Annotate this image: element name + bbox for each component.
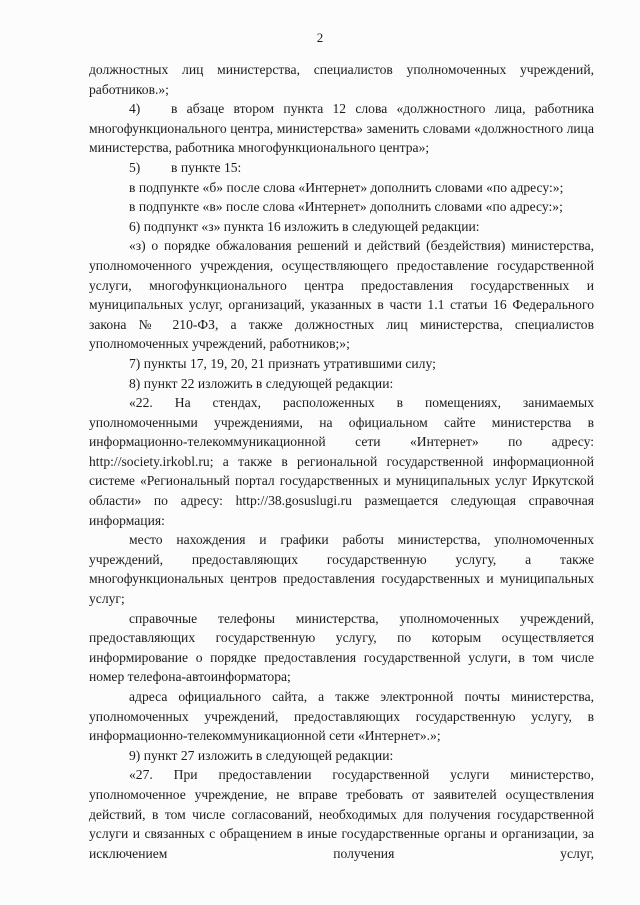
paragraph-location-info: место нахождения и графики работы министерства, уполномоченных учреждений, предоставляющих государственную услугу, а также многофункциональных центров предоставления государственных и муниципальных услуг; <box>89 532 594 607</box>
paragraph-text: в абзаце втором пункта 12 слова «должностного лица, работника многофункционального центра, министерства» заменить словами «должностного лица министерства, работника многофункционального центра»; <box>89 101 594 156</box>
paragraph-text: в пункте 15: <box>171 159 242 175</box>
item-number: 5) <box>129 159 141 175</box>
page-number: 2 <box>316 30 324 45</box>
paragraph-item-7: 7) пункты 17, 19, 20, 21 признать утратившими силу; <box>129 355 436 371</box>
paragraph-phones-info: справочные телефоны министерства, уполномоченных учреждений, предоставляющих государственную услугу, по которым осуществляется информирование о порядке предоставления государственной услуги, в том числе номер телефона-автоинформатора; <box>89 610 594 685</box>
paragraph-item-5 <box>89 158 594 178</box>
paragraph-website-info: адреса официального сайта, а также электронной почты министерства, уполномоченных учреждений, предоставляющих государственную услугу, в информационно-телекоммуникационной сети «Интернет».»; <box>89 689 594 744</box>
paragraph-continuation: должностных лиц министерства, специалистов уполномоченных учреждений, работников.»; <box>89 62 594 97</box>
paragraph-subitem-v: в подпункте «в» после слова «Интернет» дополнить словами «по адресу:»; <box>129 199 563 215</box>
paragraph-item-4 <box>89 99 594 158</box>
paragraph-item-6: 6) подпункт «з» пункта 16 изложить в следующей редакции: <box>129 218 480 234</box>
paragraph-item-9: 9) пункт 27 изложить в следующей редакции: <box>129 747 394 763</box>
item-number: 4) <box>129 101 141 117</box>
document-body <box>89 60 594 863</box>
paragraph-item-8: 8) пункт 22 изложить в следующей редакции: <box>129 375 394 391</box>
paragraph-point-27: «27. При предоставлении государственной услуги министерство, уполномоченное учреждение, не вправе требовать от заявителей осуществления действий, в том числе согласований, необходимых для получения государственной услуги и связанных с обращением в иные государственные органы и организации, за исключением получения услуг, <box>89 767 594 861</box>
paragraph-subitem-z-text: «з) о порядке обжалования решений и действий (бездействия) министерства, уполномоченного учреждения, осуществляющего предоставление государственной услуги, многофункционального центра предоставления государственных и муниципальных услуг, организаций, указанных в части 1.1 статьи 16 Федерального закона № 210-ФЗ, а также должностных лиц министерства, специалистов уполномоченных учреждений, работников;»; <box>89 238 594 352</box>
paragraph-subitem-b: в подпункте «б» после слова «Интернет» дополнить словами «по адресу:»; <box>129 179 564 195</box>
paragraph-point-22: «22. На стендах, расположенных в помещениях, занимаемых уполномоченными учреждениями, на официальном сайте министерства в информационно-телекоммуникационной сети «Интернет» по адресу: http://society.irkobl.ru; а также в региональной государственной информационной системе «Региональный портал государственных и муниципальных услуг Иркутской области» по адресу: http://38.gosuslugi.ru размещается следующая справочная информация: <box>89 395 594 528</box>
